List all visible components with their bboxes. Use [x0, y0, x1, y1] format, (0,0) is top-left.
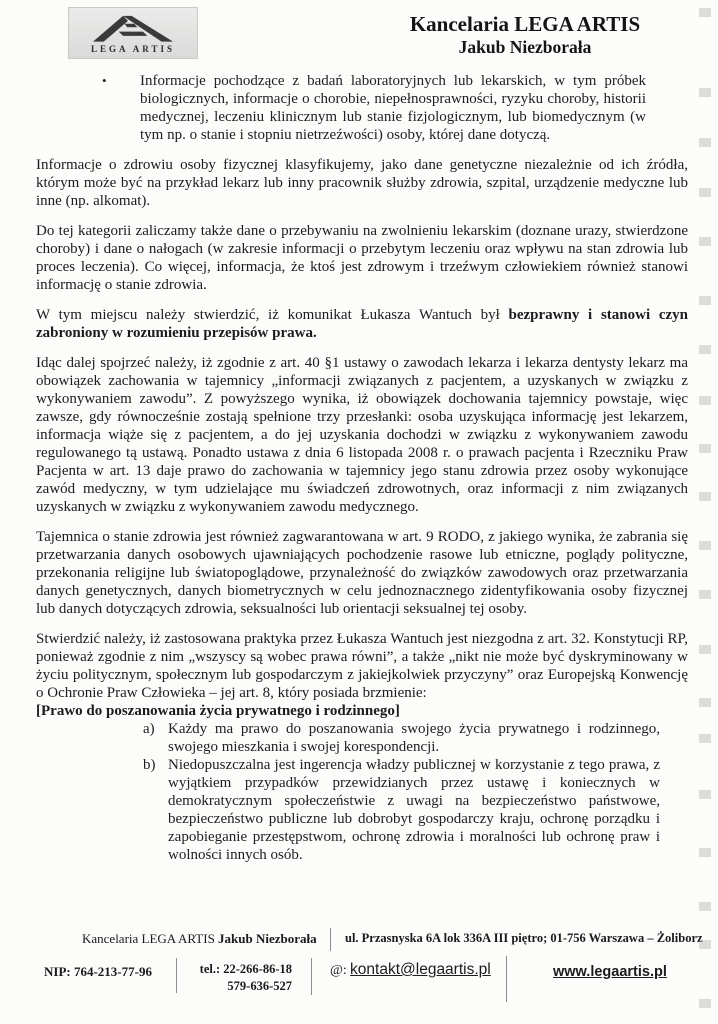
scan-artifact-mark — [699, 345, 711, 354]
list-text-a: Każdy ma prawo do poszanowania swojego życia prywatnego i rodzinnego, swojego mieszkania i swojej korespondencji. — [168, 721, 660, 755]
scan-artifact-mark — [699, 396, 711, 405]
scan-artifact-mark — [699, 940, 711, 949]
bullet-item — [36, 72, 646, 144]
footer-email-block — [330, 961, 491, 979]
footer-divider-1 — [330, 928, 331, 951]
scan-artifact-mark — [699, 296, 711, 305]
paragraph-health-info: Informacje o zdrowiu osoby fizycznej klasyfikujemy, jako dane genetyczne niezależnie od ich źródła, którym może być na przykład lekarz lub inny pracownik służby zdrowia, szpital, urządzenie medyczne lub inne (np. alkomat). — [36, 157, 688, 209]
scan-artifact-mark — [699, 541, 711, 550]
statement-normal: W tym miejscu należy stwierdzić, iż komunikat Łukasza Wantuch był — [36, 307, 509, 323]
lega-artis-logo — [68, 7, 198, 59]
letter-footer — [0, 928, 718, 1018]
list-item-a — [36, 720, 660, 756]
paragraph-constitution: Stwierdzić należy, iż zastosowana praktyka przez Łukasza Wantuch jest niezgodna z art. 32. Konstytucji RP, ponieważ zgodnie z nim „wszyscy są wobec prawa równi”, a także „nikt nie może być dyskryminowany w życiu politycznym, społecznym lub gospodarczym z jakiejkolwiek przyczyny” oraz Europejską Konwencję o Ochronie Praw Człowieka – jej art. 8, który posiada brzmienie: — [36, 631, 688, 701]
footer-website-block — [553, 964, 667, 980]
paragraph-rodo: Tajemnica o stanie zdrowia jest również zagwarantowana w art. 9 RODO, z jakiego wynika, że zabrania się przetwarzania danych osobowych ujawniających pochodzenie rasowe lub etniczne, poglądy polityczne, przekonania religijne lub światopoglądowe, przynależność do związków zawodowych oraz przetwarzania danych genetycznych, danych biometrycznych w celu jednoznacznego zidentyfikowania osoby fizycznej lub danych dotyczących zdrowia, seksualności lub orientacji seksualnej tej osoby. — [36, 529, 688, 617]
footer-firm-normal: Kancelaria LEGA ARTIS — [82, 931, 219, 946]
scan-artifact-mark — [699, 848, 711, 857]
list-marker-a: a) — [143, 721, 155, 737]
footer-address: ul. Przasnyska 6A lok 336A III piętro; 01-756 Warszawa – Żoliborz — [345, 931, 703, 945]
scan-artifact-mark — [699, 790, 711, 799]
bullet-text: Informacje pochodzące z badań laboratoryjnych lub lekarskich, w tym próbek biologicznych, informacje o chorobie, niepełnosprawności, ryzyku choroby, historii medycznej, leczeniu klinicznym lub stanie fizjologicznym, lub biomedycznym (w tym np. o stanie i stopniu nietrzeźwości) osoby, której dane dotyczą. — [140, 73, 646, 143]
scan-artifact-mark — [699, 138, 711, 147]
footer-phone-line2: 579-636-527 — [227, 979, 292, 993]
footer-nip: NIP: 764-213-77-96 — [44, 964, 152, 979]
paragraph-category: Do tej kategorii zaliczamy także dane o przebywaniu na zwolnieniu lekarskim (doznane urazy, stwierdzone choroby) i dane o nałogach (w zakresie informacji o przebytym leczeniu oraz wpływu na stan zdrowia lub proces leczenia). Co więcej, informacja, że ktoś jest zdrowym i trzeźwym człowiekiem również stanowi informację o stanie zdrowia. — [36, 223, 688, 293]
footer-divider-4 — [506, 956, 507, 1002]
scan-artifact-mark — [699, 8, 711, 17]
scan-artifact-mark — [699, 590, 711, 599]
paragraph-medical-secrecy: Idąc dalej spojrzeć należy, iż zgodnie z art. 40 §1 ustawy o zawodach lekarza i lekarza dentysty lekarz ma obowiązek zachowania w tajemnicy „informacji związanych z pacjentem, a uzyskanych w związku z wykonywaniem zawodu”. Z powyższego wynika, iż obowiązek dochowania tajemnicy powstaje, więc zawsze, gdy równocześnie zostają spełnione trzy przesłanki: osoba uzyskująca informację jest lekarzem, informacja wiąże się z pacjentem, a do jej uzyskania dochodzi w związku z wykonywaniem zawodu regulowanego tą ustawą. Ponadto ustawa z dnia 6 listopada 2008 r. o prawach pacjenta i Rzeczniku Praw Pacjenta w art. 13 daje prawo do zachowania w tajemnicy jego stanu zdrowia przez osoby wykonujące zawód medyczny, w tym udzielające mu świadczeń zdrowotnych, oraz informacji z nim związanych uzyskanych w związku z wykonywaniem zawodu medycznego. — [36, 355, 688, 515]
scan-artifact-mark — [699, 444, 711, 453]
scan-artifact-mark — [699, 902, 711, 911]
website-link[interactable]: www.legaartis.pl — [553, 964, 667, 980]
footer-phone — [192, 961, 292, 995]
email-label: @: — [330, 963, 347, 978]
paragraph-statement — [36, 306, 688, 342]
footer-divider-2 — [176, 958, 177, 993]
lawyer-name: Jakub Niezborała — [458, 37, 592, 57]
email-link[interactable]: kontakt@legaartis.pl — [350, 961, 491, 978]
footer-firm — [82, 931, 317, 947]
list-item-b — [36, 756, 660, 864]
scan-artifact-mark — [699, 698, 711, 707]
scan-artifact-mark — [699, 88, 711, 97]
scan-artifact-mark — [699, 645, 711, 654]
logo-caption: LEGA ARTIS — [91, 43, 175, 54]
list-marker-b: b) — [143, 757, 156, 773]
bullet-icon: • — [102, 73, 107, 88]
article-heading: [Prawo do poszanowania życia prywatnego i rodzinnego] — [36, 703, 400, 719]
footer-divider-3 — [311, 958, 312, 995]
letterhead-title — [360, 12, 690, 58]
footer-phone-line1: tel.: 22-266-86-18 — [199, 962, 292, 976]
document-body — [36, 72, 688, 864]
scan-artifact-mark — [699, 492, 711, 501]
scan-artifact-mark — [699, 734, 711, 743]
scan-artifact-mark — [699, 237, 711, 246]
firm-name: Kancelaria LEGA ARTIS — [409, 12, 641, 36]
footer-firm-bold: Jakub Niezborała — [218, 931, 317, 946]
list-text-b: Niedopuszczalna jest ingerencja władzy publicznej w korzystanie z tego prawa, z wyjątkiem przypadków przewidzianych przez ustawę i koniecznych w demokratycznym społeczeństwie z uwagi na bezpieczeństwo państwowe, bezpieczeństwo publiczne lub dobrobyt gospodarczy kraju, ochronę porządku i zapobieganie przestępstwom, ochronę zdrowia i moralności lub ochronę praw i wolności innych osób. — [168, 757, 660, 863]
statement-bold: bezprawny i stanowi czyn zabroniony w rozumieniu przepisów prawa. — [36, 307, 688, 341]
scan-artifact-mark — [699, 999, 711, 1008]
lega-artis-triangle-icon — [90, 13, 176, 43]
scan-artifact-mark — [699, 188, 711, 197]
